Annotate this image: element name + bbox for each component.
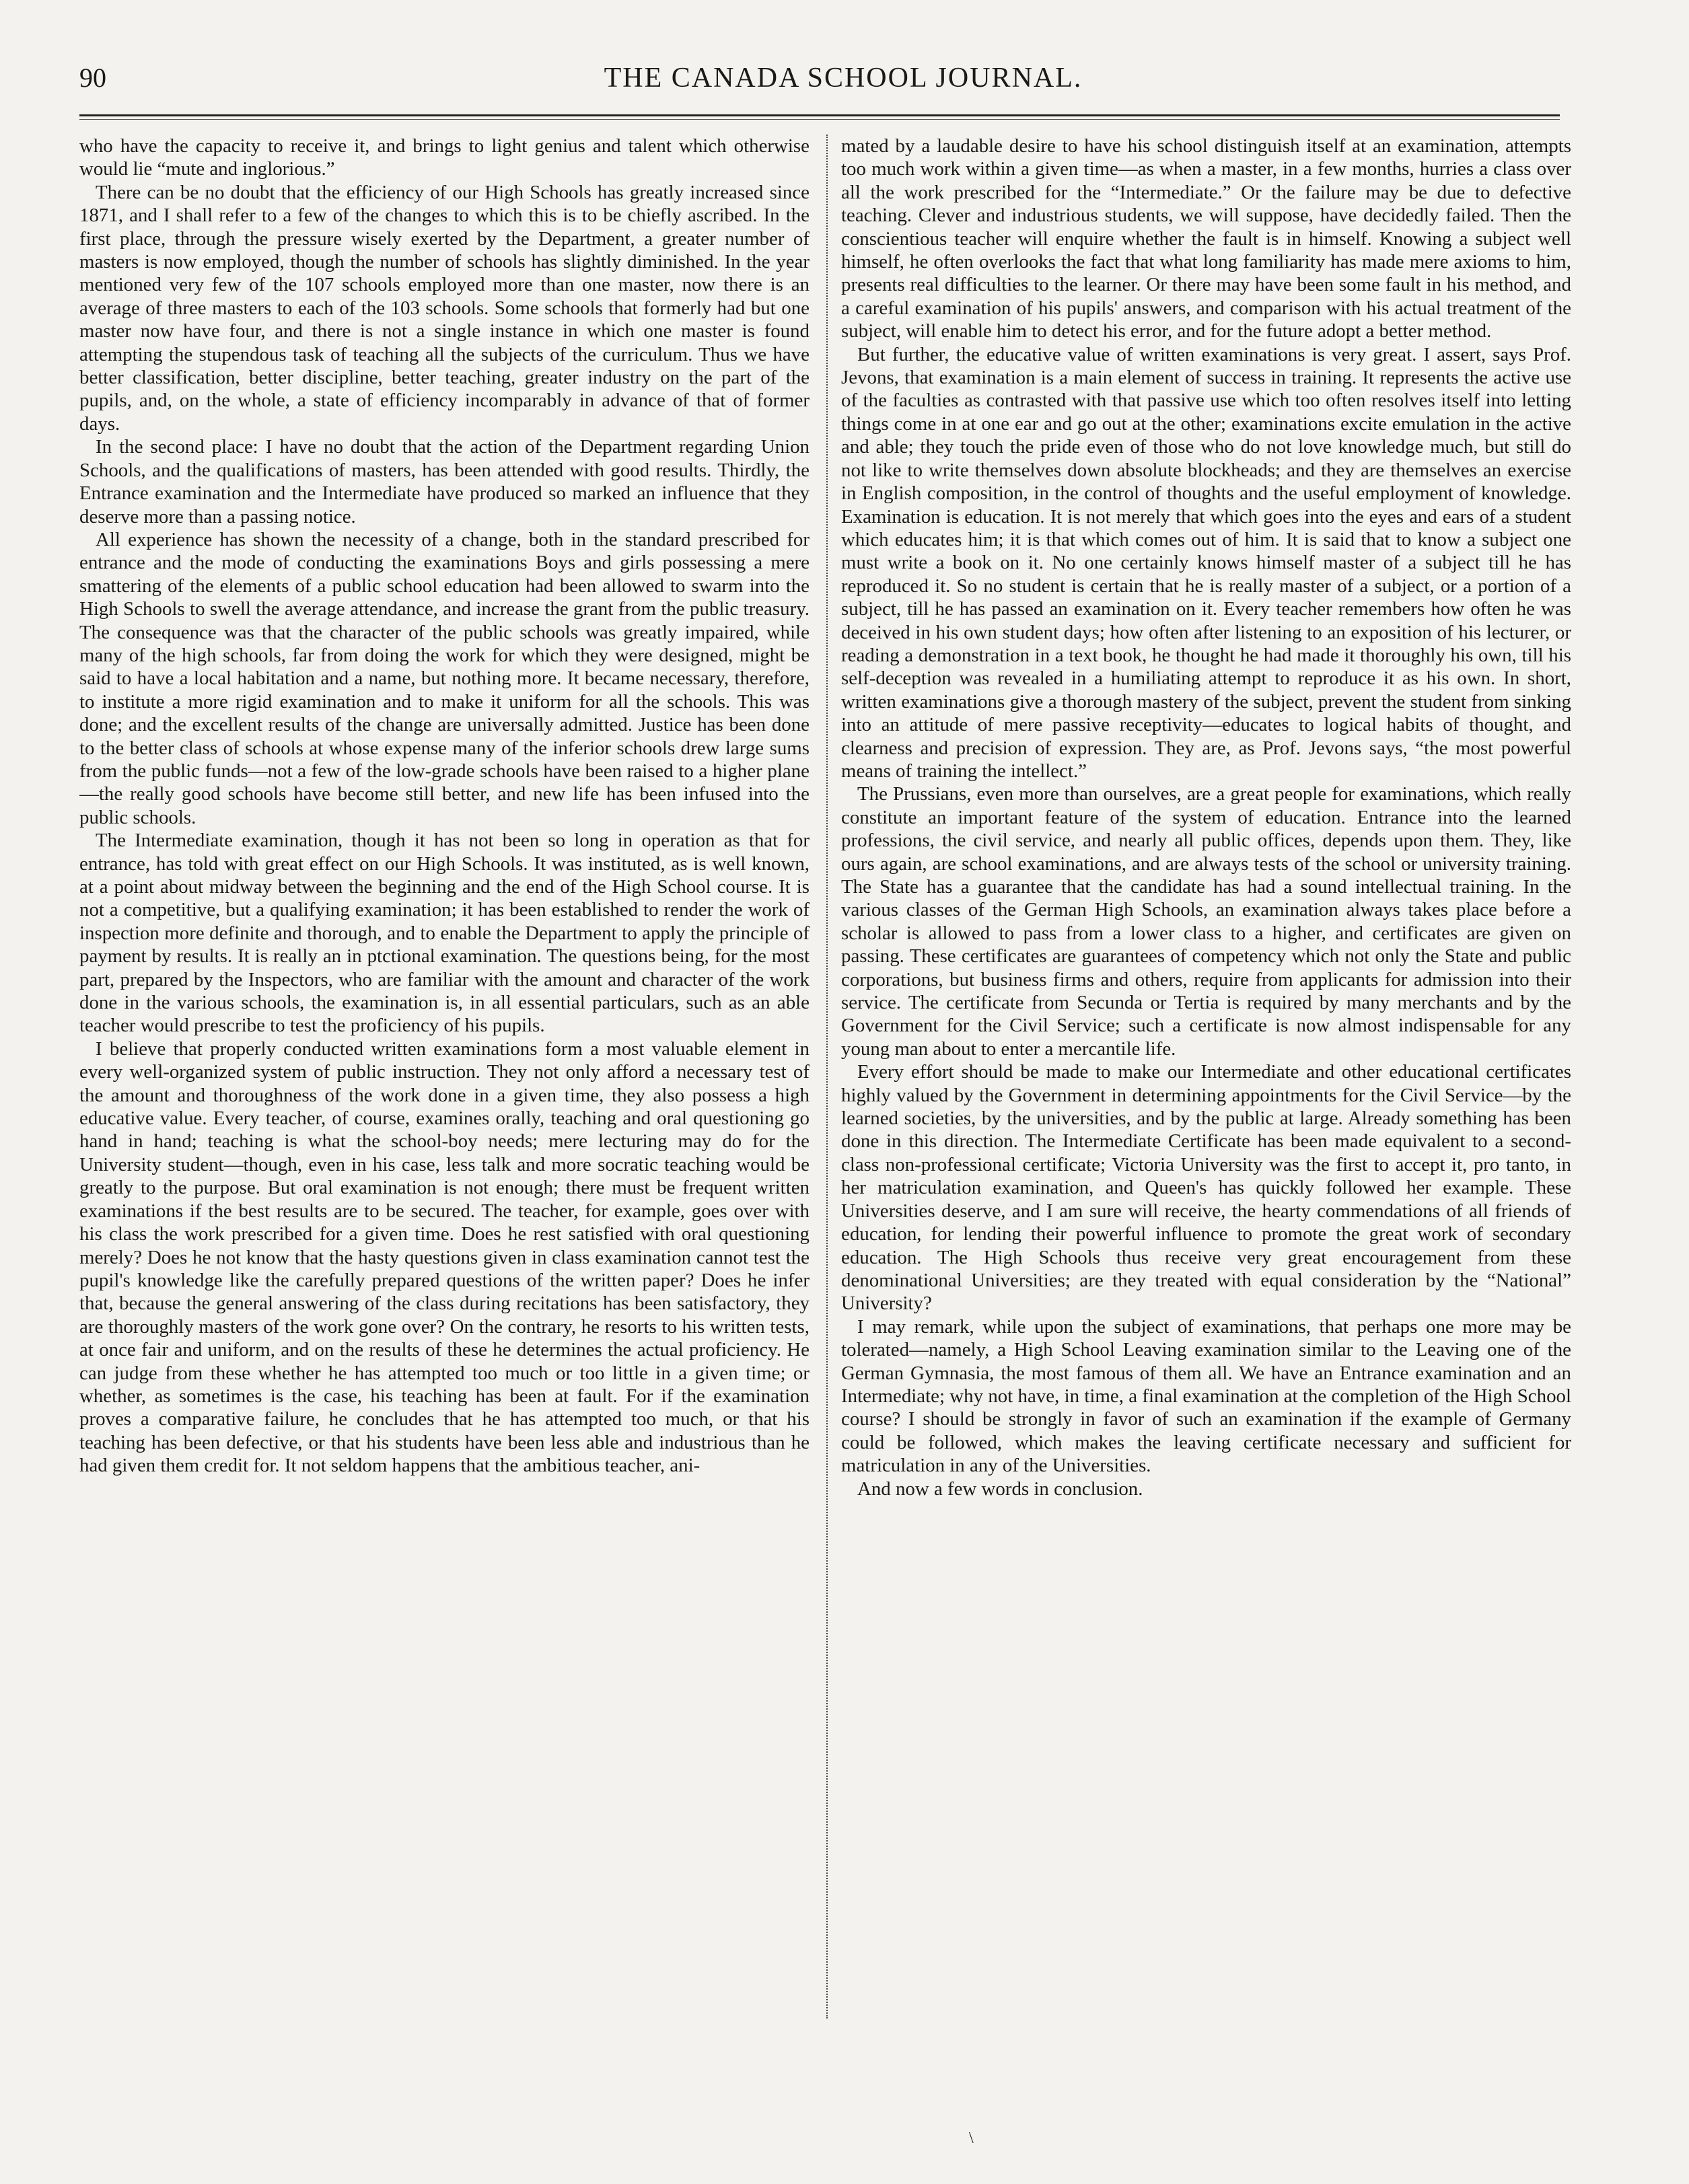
header-rule: [79, 114, 1560, 120]
paragraph: I may remark, while upon the subject of examinations, that perhaps one more may be tolerated—namely, a High School Leaving examination similar to the Leaving one of the German Gymnasia, the most famous of them all. We have an Entrance examination and an Intermediate; why not have, in time, a final examination at the completion of the High School course? I should be strongly in favor of such an examination if the example of Germany could be followed, which makes the leaving certificate necessary and sufficient for matriculation in any of the Universities.: [841, 1315, 1571, 1477]
paragraph: But further, the educative value of written examinations is very great. I assert, says Prof. Jevons, that examination is a main element of success in training. It represents the active use of the faculties as contrasted with that passive use which too often resolves itself into letting things come in at one ear and go out at the other; examinations excite emulation in the active and able; they touch the pride even of those who do not love knowledge much, but still do not like to write themselves down absolute blockheads; and they are themselves an exercise in English composition, in the control of thoughts and the useful employment of knowledge. Examination is education. It is not merely that which goes into the eyes and ears of a student which educates him; it is that which comes out of him. It is said that to know a subject one must write a book on it. No one certainly knows himself master of a subject till he has reproduced it. So no student is certain that he is really master of a subject, or a portion of a subject, till he has passed an examination on it. Every teacher remembers how often he was deceived in his own student days; how often after listening to an exposition of his lecturer, or reading a demonstration in a text book, he thought he had made it thoroughly his own, till his self-deception was revealed in a humiliating attempt to reproduce it as his own. In short, written examinations give a thorough mastery of the subject, prevent the student from sinking into an attitude of mere passive receptivity—educates to logical habits of thought, and clearness and precision of expression. They are, as Prof. Jevons says, “the most powerful means of training the intellect.”: [841, 343, 1571, 782]
left-column: [79, 135, 810, 2167]
column-divider: [826, 135, 828, 2018]
page-header: [79, 59, 1607, 100]
paragraph: All experience has shown the necessity of a change, both in the standard prescribed for entrance and the mode of conducting the examinations Boys and girls possessing a mere smattering of the elements of a public school education had been allowed to swarm into the High Schools to swell the average attendance, and increase the grant from the public treasury. The consequence was that the character of the public schools was greatly impaired, while many of the high schools, far from doing the work for which they were designed, might be said to have a local habitation and a name, but nothing more. It became necessary, therefore, to institute a more rigid examination and to make it uniform for all the schools. This was done; and the excellent results of the change are universally admitted. Justice has been done to the better class of schools at whose expense many of the inferior schools drew large sums from the public funds—not a few of the low-grade schools have been raised to a higher plane—the really good schools have become still better, and new life has been infused into the public schools.: [79, 528, 810, 828]
journal-title: THE CANADA SCHOOL JOURNAL.: [604, 63, 1083, 94]
footer-mark: \: [969, 2130, 974, 2147]
paragraph: And now a few words in conclusion.: [857, 1478, 1143, 1500]
paragraph: There can be no doubt that the efficiency of our High Schools has greatly increased since 1871, and I shall refer to a few of the changes to which this is to be chiefly ascribed. In the first place, through the pressure wisely exerted by the Department, a greater number of masters is now employed, though the number of schools has slightly diminished. In the year mentioned very few of the 107 schools employed more than one master, now there is an average of three masters to each of the 103 schools. Some schools that formerly had but one master now have four, and there is not a single instance in which one master is found attempting the stupendous task of teaching all the subjects of the curriculum. Thus we have better classification, better discipline, better teaching, greater industry on the part of the pupils, and, on the whole, a state of efficiency incomparably in advance of that of former days.: [79, 181, 810, 435]
paragraph: I believe that properly conducted written examinations form a most valuable element in every well-organized system of public instruction. They not only afford a necessary test of the amount and thoroughness of the work done in a given time, they also possess a high educative value. Every teacher, of course, examines orally, teaching and oral questioning go hand in hand; teaching is what the school-boy needs; mere lecturing may do for the University student—though, even in his case, less talk and more socratic teaching would be greatly to the purpose. But oral examination is not enough; there must be frequent written examinations if the best results are to be secured. The teacher, for example, goes over with his class the work prescribed for a given time. Does he rest satisfied with oral questioning merely? Does he not know that the hasty questions given in class examination cannot test the pupil's knowledge like the carefully prepared questions of the written paper? Does he infer that, because the general answering of the class during recitations has been satisfactory, they are thoroughly masters of the work gone over? On the contrary, he resorts to his written tests, at once fair and uniform, and on the results of these he determines the actual proficiency. He can judge from these whether he has attempted too much or too little in a given time; or whether, as sometimes is the case, his teaching has been at fault. For if the examination proves a comparative failure, he concludes that he has attempted too much, or that his teaching has been defective, or that his students have been less able and industrious than he had given them credit for. It not seldom happens that the ambitious teacher, ani-: [79, 1038, 810, 1477]
paragraph: The Prussians, even more than ourselves, are a great people for examinations, which really constitute an important feature of the system of education. Entrance into the learned professions, the civil service, and nearly all public offices, depends upon them. They, like ours again, are school examinations, and are always tests of the school or university training. The State has a guarantee that the candidate has had a sound intellectual training. In the various classes of the German High Schools, an examination always takes place before a scholar is allowed to pass from a lower class to a higher, and certificates are given on passing. These certificates are guarantees of competency which not only the State and public corporations, but business firms and others, require from applicants for admission into their service. The certificate from Secunda or Tertia is required by many merchants and by the Government for the Civil Service; such a certificate is now almost indispensable for any young man about to enter a mercantile life.: [841, 783, 1571, 1060]
paragraph: mated by a laudable desire to have his school distinguish itself at an examination, attempts too much work within a given time—as when a master, in a few months, hurries a class over all the work prescribed for the “Intermediate.” Or the failure may be due to defective teaching. Clever and industrious students, we will suppose, have decidedly failed. Then the conscientious teacher will enquire whether the fault is in himself. Knowing a subject well himself, he often overlooks the fact that what long familiarity has made mere axioms to him, presents real difficulties to the learner. Or there may have been some fault in his method, and a careful examination of his pupils' answers, and comparison with his actual treatment of the subject, will enable him to detect his error, and for the future adopt a better method.: [841, 135, 1571, 342]
paragraph: The Intermediate examination, though it has not been so long in operation as that for entrance, has told with great effect on our High Schools. It was instituted, as is well known, at a point about midway between the beginning and the end of the High School course. It is not a competitive, but a qualifying examination; it has been established to render the work of inspection more definite and thorough, and to enable the Department to apply the principle of payment by results. It is really an in ptctional examination. The questions being, for the most part, prepared by the Inspectors, who are familiar with the amount and character of the work done in the various schools, the examination is, in all essential particulars, such as an able teacher would prescribe to test the proficiency of his pupils.: [79, 830, 810, 1037]
page-number: 90: [79, 63, 106, 93]
paragraph: In the second place: I have no doubt that the action of the Department regarding Union Schools, and the qualifications of masters, has been attended with good results. Thirdly, the Entrance examination and the Intermediate have produced so marked an influence that they deserve more than a passing notice.: [79, 436, 810, 527]
paragraph: who have the capacity to receive it, and brings to light genius and talent which otherwise would lie “mute and inglorious.”: [79, 135, 810, 180]
paragraph: Every effort should be made to make our Intermediate and other educational certificates highly valued by the Government in determining appointments for the Civil Service—by the learned societies, by the universities, and by the public at large. Already something has been done in this direction. The Intermediate Certificate has been made equivalent to a second-class non-professional certificate; Victoria University was the first to accept it, pro tanto, in her matriculation examination, and Queen's has quickly followed her example. These Universities deserve, and I am sure will receive, the hearty commendations of all friends of education, for lending their powerful influence to promote the great work of secondary education. The High Schools thus receive very great encouragement from these denominational Universities; are they treated with equal consideration by the “National” University?: [841, 1061, 1571, 1315]
right-column: [841, 135, 1571, 2167]
